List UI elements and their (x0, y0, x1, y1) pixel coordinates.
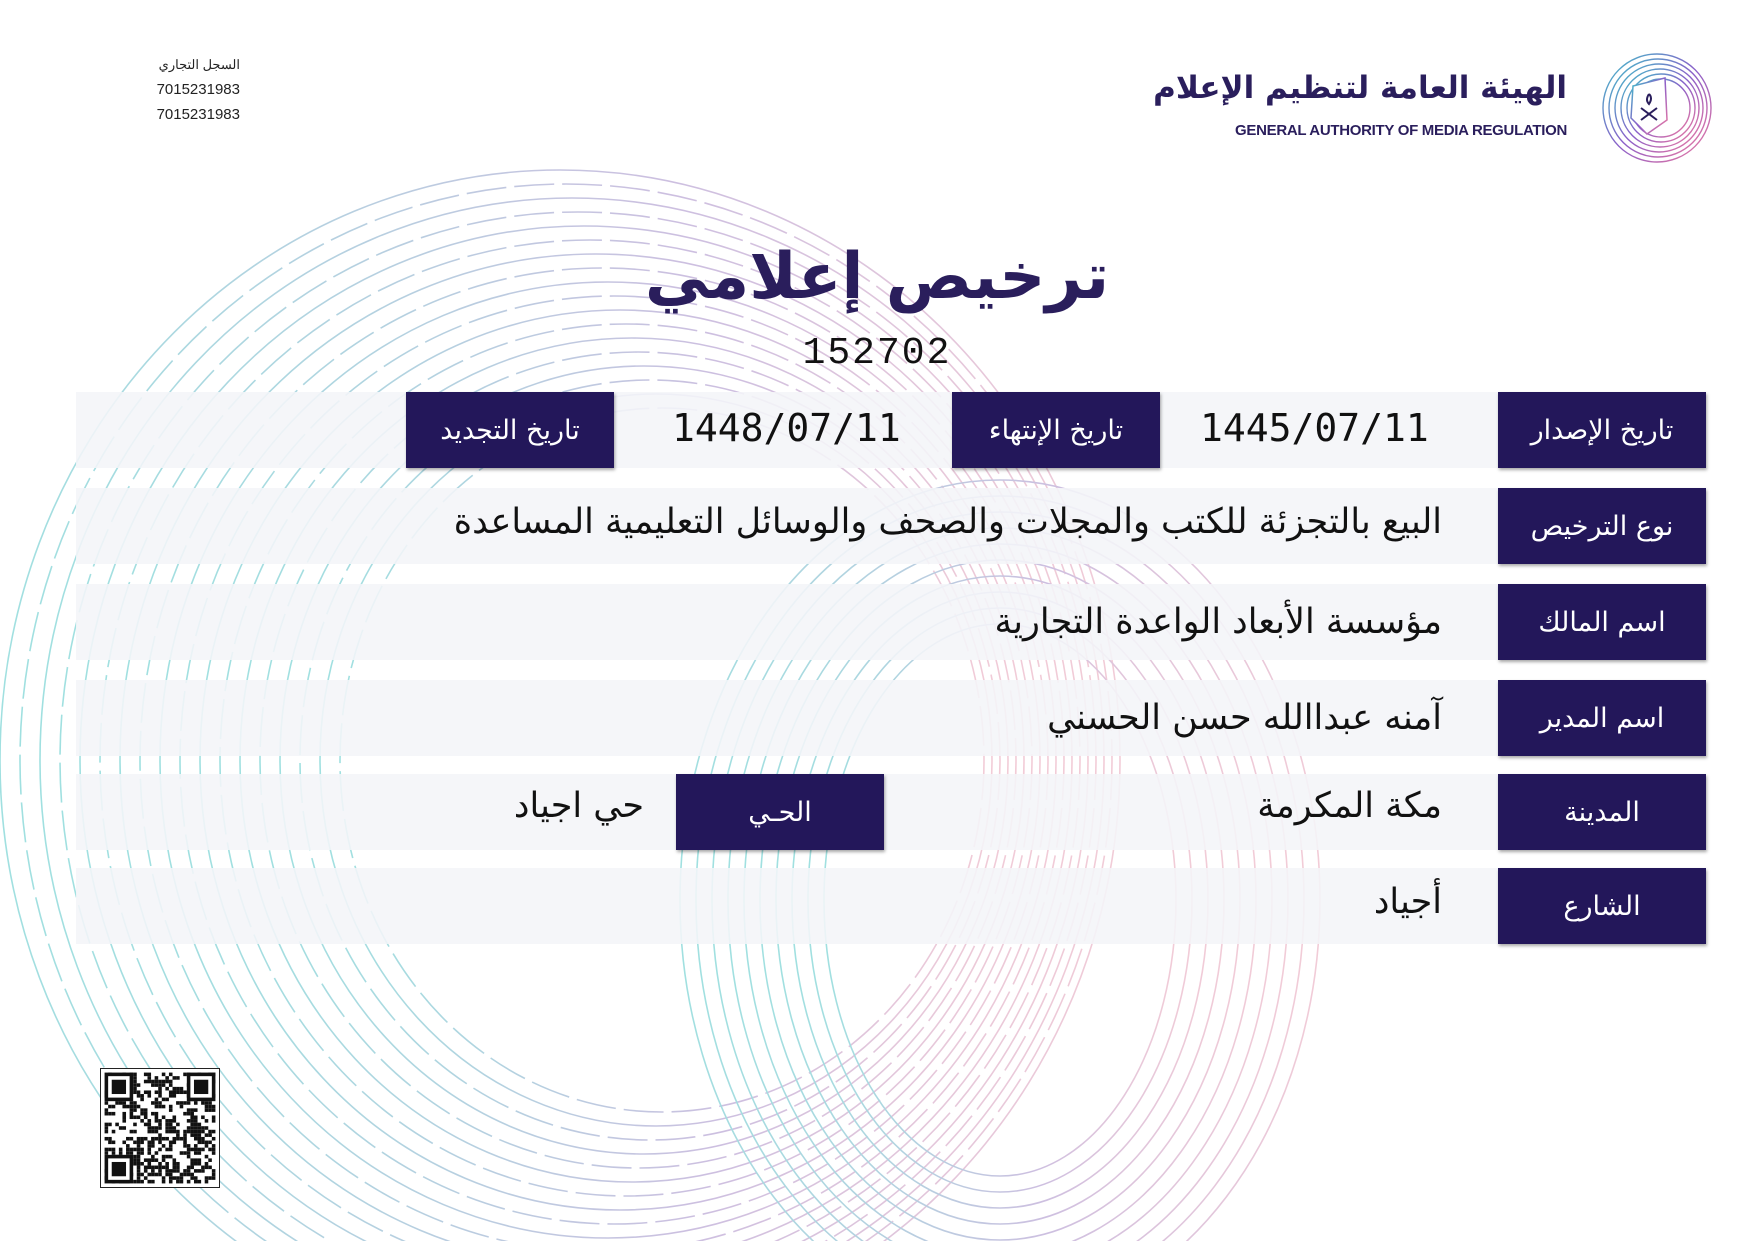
district-label: الحـي (676, 774, 884, 850)
manager-name-value: آمنه عبداالله حسن الحسني (1047, 698, 1442, 738)
license-type-row (76, 488, 1706, 564)
commercial-registry-label: السجل التجاري (158, 57, 240, 72)
manager-row (76, 680, 1706, 756)
owner-name-label: اسم المالك (1498, 584, 1706, 660)
expiry-date-label: تاريخ الإنتهاء (952, 392, 1160, 468)
manager-name-label: اسم المدير (1498, 680, 1706, 756)
commercial-registry-number-2: 7015231983 (156, 106, 240, 123)
authority-logo (1153, 48, 1715, 168)
issue-date-label: تاريخ الإصدار (1498, 392, 1706, 468)
expiry-date-value: 1448/07/11 (672, 406, 901, 450)
renewal-date-label: تاريخ التجديد (406, 392, 614, 468)
authority-name-en: GENERAL AUTHORITY OF MEDIA REGULATION (1235, 122, 1567, 139)
district-value: حي اجياد (513, 786, 644, 826)
authority-name-ar: الهيئة العامة لتنظيم الإعلام (1153, 70, 1567, 106)
city-value: مكة المكرمة (1257, 786, 1442, 826)
commercial-registry-block (110, 52, 240, 127)
city-row (76, 774, 1706, 850)
license-number: 152702 (802, 332, 952, 375)
city-label: المدينة (1498, 774, 1706, 850)
owner-name-value: مؤسسة الأبعاد الواعدة التجارية (994, 602, 1442, 642)
commercial-registry-number: 7015231983 (156, 81, 240, 98)
street-label: الشارع (1498, 868, 1706, 944)
street-row (76, 868, 1706, 944)
issue-date-value: 1445/07/11 (1200, 406, 1429, 450)
qr-code-icon (100, 1068, 220, 1188)
owner-row (76, 584, 1706, 660)
license-title: ترخيص إعلامي (644, 240, 1110, 314)
license-type-label: نوع الترخيص (1498, 488, 1706, 564)
dates-row (76, 392, 1706, 468)
saudi-emblem-icon (1595, 48, 1715, 168)
street-value: أجياد (1373, 882, 1442, 922)
license-type-value: البيع بالتجزئة للكتب والمجلات والصحف والوسائل التعليمية المساعدة (453, 502, 1442, 542)
